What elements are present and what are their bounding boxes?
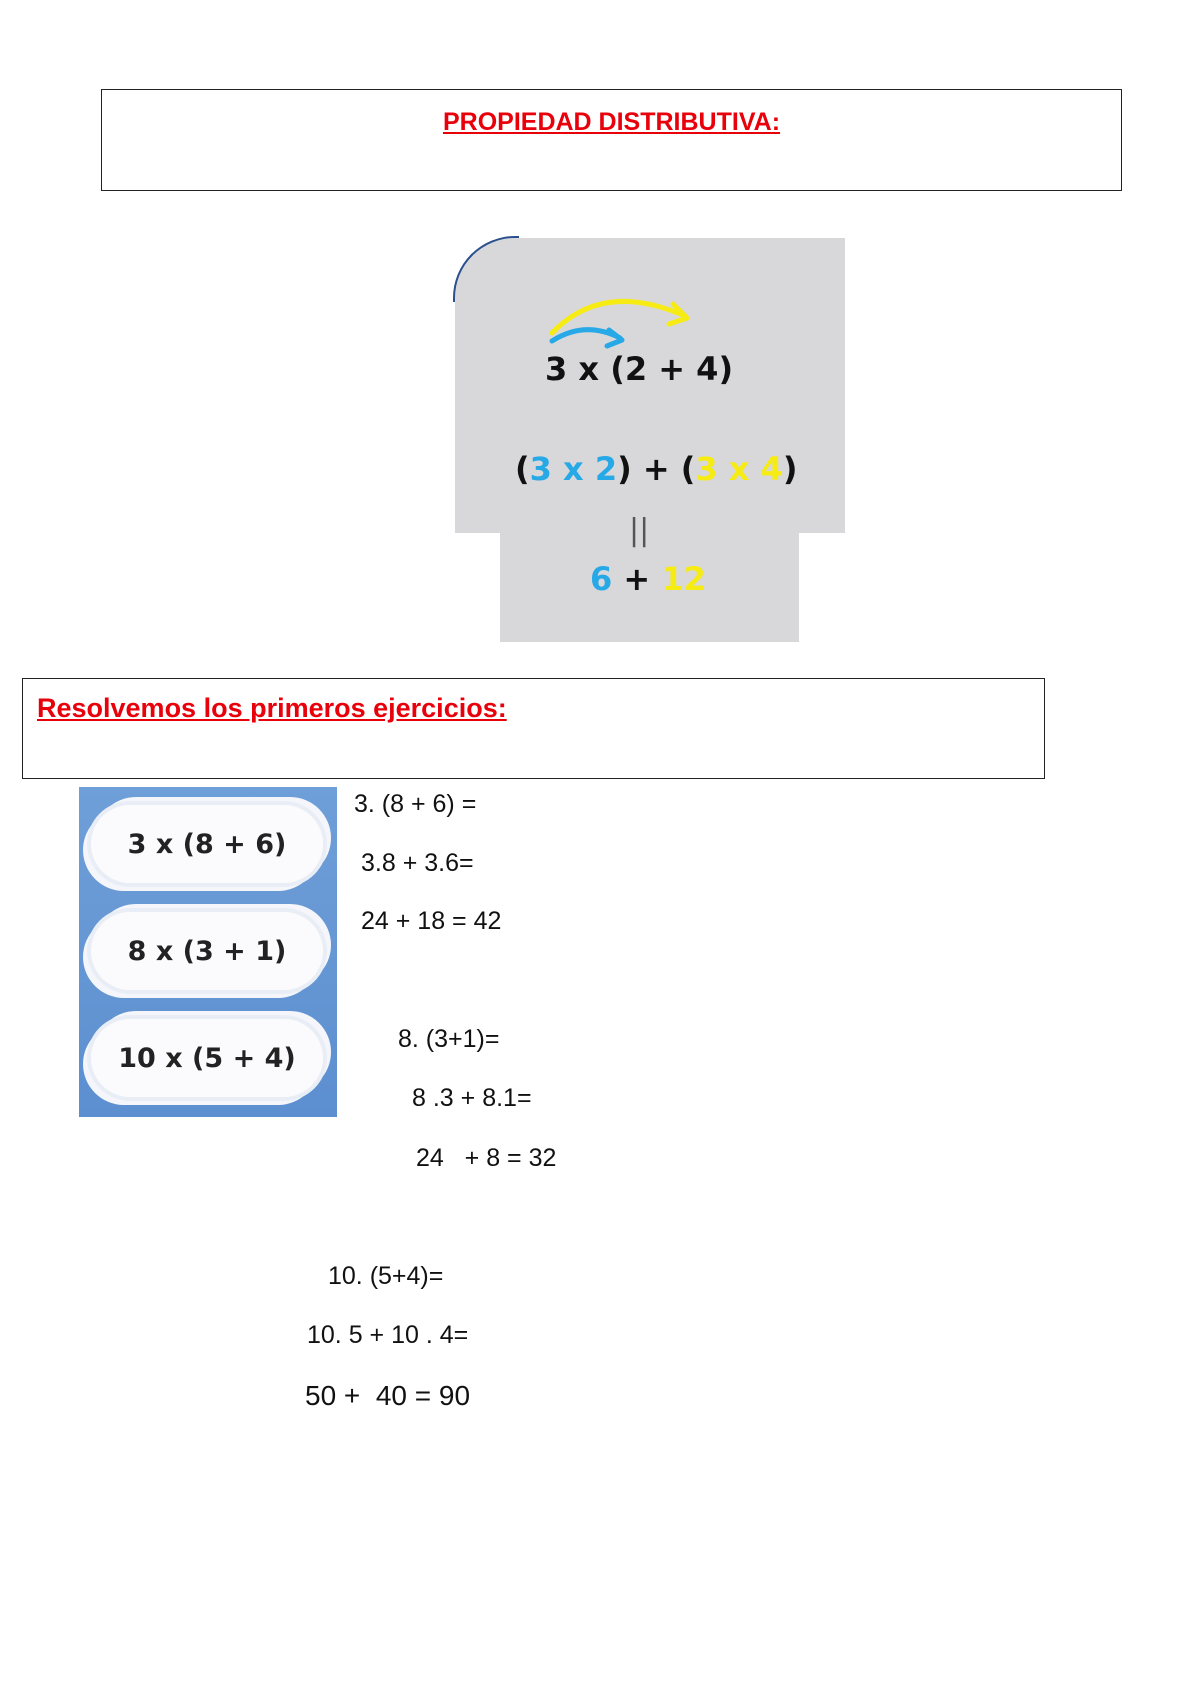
solution-line: 10. (5+4)=	[328, 1262, 444, 1290]
exercise-cloud: 10 x (5 + 4)	[91, 1019, 323, 1097]
equals-separator: ||	[629, 513, 650, 548]
page-title: PROPIEDAD DISTRIBUTIVA:	[442, 108, 781, 136]
yellow-arrow-icon	[552, 301, 685, 333]
title-box	[101, 89, 1122, 191]
distributive-diagram	[455, 238, 845, 642]
section-title: Resolvemos los primeros ejercicios:	[37, 693, 507, 723]
solution-line: 10. 5 + 10 . 4=	[307, 1321, 469, 1349]
solution-line: 8. (3+1)=	[398, 1025, 500, 1053]
yellow-term: 3 x 4	[695, 450, 783, 488]
exercise-cloud: 8 x (3 + 1)	[91, 912, 323, 990]
blue-term: 3 x 2	[529, 450, 618, 488]
exercise-cloud: 3 x (8 + 6)	[91, 805, 323, 883]
distribution-arrows	[455, 238, 845, 368]
original-expression: 3 x (2 + 4)	[545, 350, 734, 388]
solution-line: 3. (8 + 6) =	[354, 790, 477, 818]
expanded-expression: (3 x 2) + (3 x 4)	[515, 450, 798, 488]
result-expression: 6 + 12	[590, 560, 706, 598]
solution-line: 24 + 18 = 42	[361, 907, 502, 935]
solution-line: 24 + 8 = 32	[416, 1144, 557, 1172]
solution-line: 8 .3 + 8.1=	[412, 1084, 532, 1112]
section-box	[22, 678, 1045, 779]
solution-line: 3.8 + 3.6=	[361, 849, 474, 877]
solution-line: 50 + 40 = 90	[305, 1380, 471, 1411]
exercise-clouds-panel	[79, 787, 337, 1117]
